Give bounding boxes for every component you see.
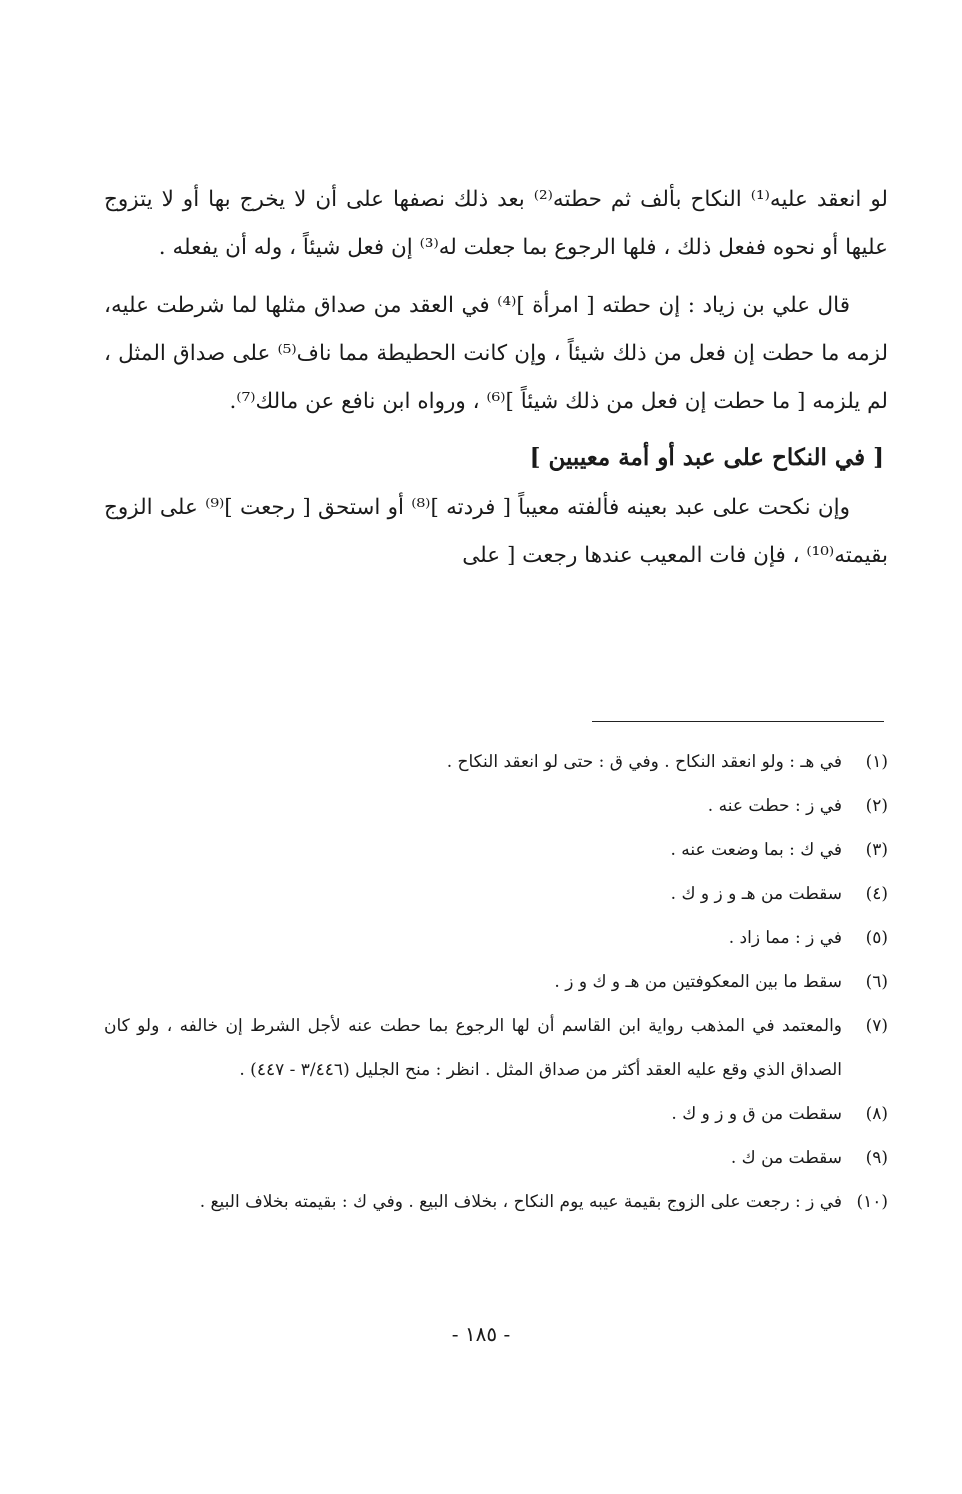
footnote-number: (٦) bbox=[865, 972, 888, 992]
footnote bbox=[104, 784, 888, 828]
footnote-text: في ز : حطت عنه . bbox=[707, 796, 842, 816]
footnote bbox=[104, 740, 888, 784]
footnote-number: (١) bbox=[865, 752, 888, 772]
footnote-number: (٥) bbox=[865, 928, 888, 948]
page-number: - ١٨٥ - bbox=[451, 1322, 511, 1346]
footnote-text: في ز : رجعت على الزوج بقيمة عيبه يوم النكاح ، بخلاف البيع . وفي ك : بقيمته بخلاف البيع . bbox=[199, 1192, 842, 1212]
footnotes bbox=[104, 740, 888, 1224]
footnote bbox=[104, 1180, 888, 1224]
footnote bbox=[104, 872, 888, 916]
footnote-number: (١٠) bbox=[856, 1192, 888, 1212]
footnote-separator bbox=[592, 721, 884, 722]
footnote-text: والمعتمد في المذهب رواية ابن القاسم أن لها الرجوع بما حطت عنه لأجل الشرط إن خالفه ، ولو كان الصداق الذي وقع عليه العقد أكثر من صداق المثل . انظر : منح الجليل (٣/٤٤٦ - ٤٤٧) . bbox=[104, 1016, 842, 1080]
footnote-text: سقطت من ك . bbox=[730, 1148, 842, 1168]
footnote-number: (٤) bbox=[865, 884, 888, 904]
footnote bbox=[104, 916, 888, 960]
footnote bbox=[104, 1136, 888, 1180]
paragraph-2: قال علي بن زياد : إن حطته [ امرأة ]⁽⁴⁾ في العقد من صداق مثلها لما شرطت عليه، لزمه ما حطت إن فعل من ذلك شيئاً ، وإن كانت الحطيطة مما ناف⁽⁵⁾ على صداق المثل ، لم يلزمه [ ما حطت إن فعل من ذلك شيئاً ]⁽⁶⁾ ، ورواه ابن نافع عن مالك⁽⁷⁾. bbox=[104, 293, 889, 414]
footnote-number: (٩) bbox=[865, 1148, 888, 1168]
footnote bbox=[104, 1092, 888, 1136]
footnote-text: في ك : بما وضعت عنه . bbox=[670, 840, 842, 860]
footnote-number: (٣) bbox=[865, 840, 888, 860]
paragraph-1: لو انعقد عليه⁽¹⁾ النكاح بألف ثم حطته⁽²⁾ بعد ذلك نصفها على أن لا يخرج بها أو لا يتزوج عليها أو نحوه ففعل ذلك ، فلها الرجوع بما جعلت له⁽³⁾ إن فعل شيئاً ، وله أن يفعله . bbox=[104, 187, 888, 260]
section-heading: [ في النكاح على عبد أو أمة معيبين ] bbox=[529, 444, 884, 471]
footnote bbox=[104, 1004, 888, 1092]
main-text bbox=[104, 176, 888, 580]
paragraph-3: وإن نكحت على عبد بعينه فألفته معيباً [ فردته ]⁽⁸⁾ أو استحق [ رجعت ]⁽⁹⁾ على الزوج بقيمته⁽¹⁰⁾ ، فإن فات المعيب عندها رجعت [ على bbox=[104, 495, 888, 568]
footnote-number: (٢) bbox=[865, 796, 888, 816]
footnote-text: في هـ : ولو انعقد النكاح . وفي ق : حتى لو انعقد النكاح . bbox=[446, 752, 842, 772]
footnote-text: سقطت من ق و ز و ك . bbox=[671, 1104, 842, 1124]
footnote-number: (٧) bbox=[865, 1016, 888, 1036]
footnote-text: سقط ما بين المعكوفتين من هـ و ك و ز . bbox=[554, 972, 842, 992]
footnote bbox=[104, 960, 888, 1004]
footnote-text: في ز : مما زاد . bbox=[728, 928, 842, 948]
footnote bbox=[104, 828, 888, 872]
footnote-number: (٨) bbox=[865, 1104, 888, 1124]
footnote-text: سقطت من هـ و ز و ك . bbox=[670, 884, 842, 904]
